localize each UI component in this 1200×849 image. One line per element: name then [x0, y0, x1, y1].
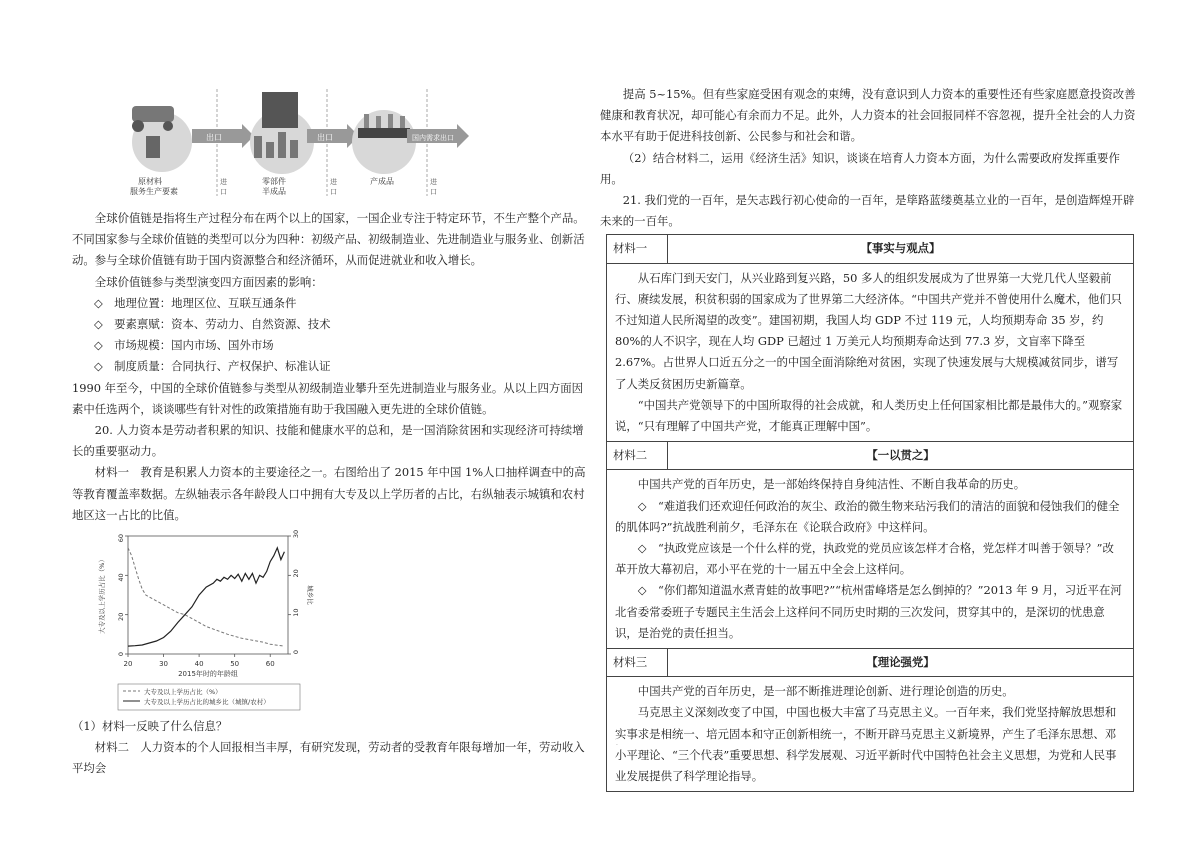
question-20-stem: 20. 人力资本是劳动者积累的知识、技能和健康水平的总和，是一国消除贫困和实现经济可持续增长的重要驱动力。: [72, 423, 584, 459]
arrow-label-1: 出口: [206, 133, 222, 142]
legend-label-1: 大专及以上学历占比（%）: [144, 688, 222, 697]
tractor-icon: [132, 106, 174, 122]
material-paragraph: 马克思主义深刻改变了中国，中国也极大丰富了马克思主义。一百年来，我们党坚持解放思想和实事求是相统一、培元固本和守正创新相统一，不断开辟马克思主义新境界，产生了毛泽东思想、邓小平理论、“三个代表”重要思想、科学发展观、习近平新时代中国特色社会主义思想，为党和人民事业发展提供了科学理论指导。: [615, 705, 1117, 784]
table-row: [607, 649, 1134, 677]
material-header: 【事实与观点】: [668, 235, 1134, 263]
stage-label-1a: 原材料: [138, 177, 162, 186]
side-label-1b: 口: [220, 188, 227, 196]
factors-intro: 全球价值链参与类型演变四方面因素的影响：: [94, 274, 323, 289]
factor-item: ◇ 制度质量：合同执行、产权保护、标准认证: [94, 359, 331, 374]
material-paragraph: “中国共产党领导下的中国所取得的社会成就，和人类历史上任何国家相比都是最伟大的。”观察家说，“只有理解了中国共产党，才能真正理解中国”。: [615, 397, 1123, 434]
y-right-axis-label: 城乡比: [306, 585, 314, 605]
material-2-text: 材料二 人力资本的个人回报相当丰厚，有研究发现，劳动者的受教育年限每增加一年，劳动收入平均会: [72, 740, 585, 776]
y-right-tick-label: 0: [292, 649, 300, 655]
y-left-tick-label: 60: [117, 534, 125, 543]
export-arrow-2: [307, 124, 359, 148]
side-label-3: 进: [430, 178, 437, 186]
plot-frame: [128, 536, 288, 654]
value-chain-figure: [102, 84, 590, 204]
table-row: [607, 442, 1134, 470]
table-row: [607, 677, 1134, 792]
y-left-axis-label: 大专及以上学历占比（%）: [98, 556, 106, 634]
material-header: 【理论强党】: [668, 649, 1134, 677]
question-1: （1）材料一反映了什么信息？: [72, 719, 228, 734]
y-right-tick-label: 20: [292, 569, 300, 578]
side-label-3b: 口: [430, 188, 437, 196]
education-chart-svg: [92, 528, 322, 716]
right-column: [600, 84, 1136, 792]
material-paragraph: ◇ “难道我们还欢迎任何政治的灰尘、政治的微生物来玷污我们的清洁的面貌和侵蚀我们的健全的肌体吗?”抗战胜利前夕，毛泽东在《论联合政府》中这样问。: [615, 498, 1120, 534]
education-chart: [92, 528, 322, 716]
x-tick-label: 20: [123, 660, 133, 669]
legend-label-2: 大专及以上学历占比的城乡比（城镇/农村）: [144, 698, 270, 707]
y-left-tick-label: 20: [117, 612, 125, 621]
component-icon: [262, 92, 298, 128]
x-tick-label: 60: [265, 660, 275, 669]
material-2-continued: 提高 5~15%。但有些家庭受困有观念的束缚，没有意识到人力资本的重要性还有些家庭愿意投资改善健康和教育状况，却可能心有余而力不足。此外，人力资本的社会回报同样不容忽视，提升全社会的人力资本水平有助于促进科技创新、公民参与和社会和谐。: [600, 87, 1136, 144]
value-chain-paragraph: 全球价值链是指将生产过程分布在两个以上的国家，一国企业专注于特定环节，不生产整个产品。不同国家参与全球价值链的类型可以分为四种：初级产品、初级制造业、先进制造业与服务业、创新活动。参与全球价值链有助于国内资源整合和经济循环，从而促进就业和收入增长。: [72, 211, 585, 268]
material-header: 【一以贯之】: [668, 442, 1134, 470]
materials-table: [606, 234, 1134, 792]
x-tick-label: 40: [194, 660, 204, 669]
microscope-icon: [146, 136, 160, 158]
export-arrow-1: [192, 124, 254, 148]
factor-item: ◇ 要素禀赋：资本、劳动力、自然资源、技术: [94, 317, 331, 332]
y-left-tick-label: 40: [117, 573, 125, 582]
x-tick-label: 50: [230, 660, 240, 669]
material-label: 材料三: [607, 649, 668, 677]
y-right-tick-label: 30: [292, 529, 300, 539]
material-body: [607, 470, 1134, 649]
material-label: 材料一: [607, 235, 668, 263]
x-tick-label: 30: [159, 660, 169, 669]
side-label-1: 进: [220, 178, 227, 186]
x-axis-label: 2015年时的年龄组: [178, 670, 238, 679]
product-line-icon: [358, 128, 410, 138]
page-mark: .: [616, 740, 618, 747]
side-label-2: 进: [330, 178, 337, 186]
table-row: [607, 235, 1134, 263]
material-body: [607, 263, 1134, 442]
stage3-circle: [352, 110, 416, 174]
material-label: 材料二: [607, 442, 668, 470]
stage-label-1b: 服务生产要素: [130, 187, 178, 196]
side-label-2b: 口: [330, 188, 337, 196]
left-column: [72, 84, 590, 780]
table-row: [607, 470, 1134, 649]
stage-label-2a: 零部件: [262, 177, 286, 186]
factor-item: ◇ 地理位置：地理区位、互联互通条件: [94, 295, 297, 310]
series-line-1: [128, 548, 284, 646]
material-paragraph: ◇ “你们都知道温水煮青蛙的故事吧?”“杭州雷峰塔是怎么倒掉的？”2013 年 9 月，习近平在河北省委常委班子专题民主生活会上这样问不同历史时期的三次发问，贯穿其中的，是深切的忧患意识，是治党的责任担当。: [615, 583, 1122, 640]
stage-label-3: 产成品: [370, 177, 394, 186]
stage-label-2b: 半成品: [262, 187, 286, 196]
value-chain-diagram: [102, 84, 482, 204]
material-paragraph: 中国共产党的百年历史，是一部不断推进理论创新、进行理论创造的历史。: [637, 684, 1014, 699]
factor-item: ◇ 市场规模：国内市场、国外市场: [94, 338, 274, 353]
question-21-stem: 21. 我们党的一百年，是矢志践行初心使命的一百年，是筚路蓝缕奠基立业的一百年，是创造辉煌开辟未来的一百年。: [600, 193, 1135, 229]
material-paragraph: 中国共产党的百年历史，是一部始终保持自身纯洁性、不断自我革命的历史。: [637, 477, 1026, 492]
y-right-tick-label: 10: [292, 608, 300, 617]
material-paragraph: 从石库门到天安门，从兴业路到复兴路，50 多人的组织发展成为了世界第一大党几代人坚毅前行、赓续发展，积贫积弱的国家成为了世界第二大经济体。“中国共产党并不曾使用什么魔术，他们只不过知道人民所渴望的改变”。建国初期，我国人均 GDP 不过 119 元，人均预期寿命 35 岁，约 80%的人不识字，现在人均 GDP 已超过 1 万美元人均预期寿命达到 77.3 岁，文盲率下降至 2.67%。占世界人口近五分之一的中国全面消除绝对贫困，实现了快速发展与大规模减贫同步，谱写了人类反贫困历史新篇章。: [615, 270, 1123, 391]
arrow-label-2: 出口: [317, 133, 333, 142]
material-paragraph: ◇ “执政党应该是一个什么样的党，执政党的党员应该怎样才合格，党怎样才叫善于领导？”改革开放大幕初启，邓小平在党的十一届五中全会上这样问。: [615, 541, 1114, 577]
material-1-text: 材料一 教育是积累人力资本的主要途径之一。右图给出了 2015 年中国 1%人口抽样调查中的高等教育覆盖率数据。左纵轴表示各年龄段人口中拥有大专及以上学历者的占比，右纵轴表示城镇和农村地区这一占比的比值。: [72, 465, 586, 522]
question-2: （2）结合材料二，运用《经济生活》知识，谈谈在培育人力资本方面，为什么需要政府发挥重要作用。: [600, 150, 1120, 186]
material-body: [607, 677, 1134, 792]
arrow-label-3: 国内需求出口: [412, 134, 454, 142]
series-line-2: [128, 548, 284, 646]
table-row: [607, 263, 1134, 442]
question-19-text: 1990 年至今，中国的全球价值链参与类型从初级制造业攀升至先进制造业与服务业。从以上四方面因素中任选两个，谈谈哪些有针对性的政策措施有助于我国融入更先进的全球价值链。: [72, 380, 584, 416]
y-left-tick-label: 0: [117, 652, 125, 657]
